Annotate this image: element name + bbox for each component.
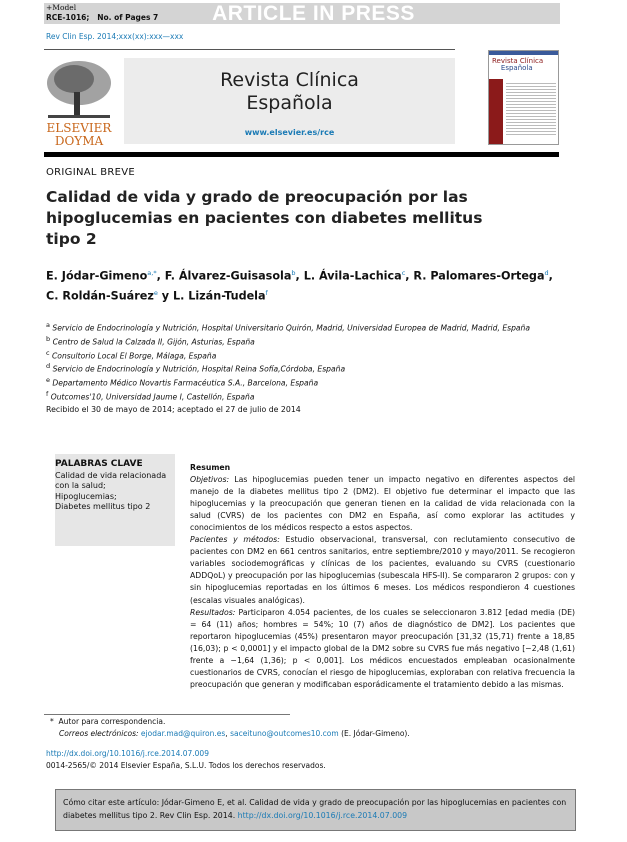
keyword: Diabetes mellitus tipo 2 [55,502,151,511]
affiliation [46,320,586,334]
author-name: L. Lizán-Tudela [172,289,266,303]
author-name: R. Palomares-Ortega [413,269,545,283]
author-affiliation-mark[interactable]: e [153,288,158,297]
author-affiliation-mark[interactable]: d [544,269,549,277]
affiliations [46,320,586,403]
affiliation [46,348,586,362]
affiliation-text: Servicio de Endocrinología y Nutrición, Hospital Reina Sofía,Córdoba, España [52,365,346,375]
header-rule [44,152,559,157]
author-name: E. Jódar-Gimeno [46,269,148,283]
author-name: C. Roldán-Suárez [46,289,154,303]
elsevier-logo [44,57,114,147]
journal-url[interactable]: www.elsevier.es/rce [244,128,335,137]
abstract-section: Objetivos: Las hipoglucemias pueden tener un impacto negativo en diferentes aspectos del manejo de la diabetes mellitus tipo 2 (DM2). El objetivo fue determinar el impacto que las hipoglucemias y la preocupación que generan tienen en la calidad de vida relacionada con la salud (CVRS) de los pacientes con DM2 en España, así como explorar las actitudes y conocimientos de los médicos respecto a estos aspectos. [190,475,575,533]
affiliation-text: Servicio de Endocrinología y Nutrición, Hospital Universitario Quirón, Madrid, Universidad Europea de Madrid, Madrid, España [52,323,531,333]
affiliation-key: c [46,348,50,357]
affiliation-text: Centro de Salud la Calzada II, Gijón, Asturias, España [52,337,255,347]
journal-name-1: Revista Clínica [220,69,359,91]
author-name: F. Álvarez-Guisasola [164,269,292,283]
doi-block [46,748,326,772]
affiliation-key: b [46,334,51,343]
page-count: No. of Pages 7 [97,13,159,22]
author-name: L. Ávila-Lachica [303,269,402,283]
affiliation-key: d [46,362,51,371]
received-dates: Recibido el 30 de mayo de 2014; aceptado el 27 de julio de 2014 [46,405,301,414]
journal-cover-thumbnail [488,50,559,145]
affiliation-text: Departamento Médico Novartis Farmacéutica S.A., Barcelona, España [52,378,319,388]
author-affiliation-mark[interactable]: c [401,269,406,277]
abstract-section: Resultados: Participaron 4.054 pacientes, de los cuales se seleccionaron 3.812 [edad media (DE) = 64 (11) años; hombres = 54%; 10 (7) años de diagnóstico de DM2]. Los pacientes que reportaron hipoglucemias (45%) presentaron mayor preocupación [31,32 (15,71) frente a 18,85 (16,03); p < 0,0001] y el impacto global de la DM2 sobre su CVRS fue más negativo [−2,48 (1,61) frente a −1,64 (1,36); p < 0,001]. Los médicos encuestados empleaban ocasionalmente cuestionarios de CVRS, conocían el riesgo de hipoglucemias, exploraban con relativa frecuencia la preocupación que generan y modificaban esporádicamente el tratamiento debido a las mismas. [190,607,575,689]
cover-title-2: Española [500,64,533,72]
footnote-divider [44,714,290,715]
citation-box: Cómo citar este artículo: Jódar-Gimeno E, et al. Calidad de vida y grado de preocupación por las hipoglucemias en pacientes con diabetes mellitus tipo 2. Rev Clin Esp. 2014. http://dx.doi.org/10.1016/j.rce.2014.07.009 [55,789,576,831]
author-list: E. Jódar-Gimeno$^{a,*}$, F. Álvarez-Guisasola$^b$, L. Ávila-Lachica$^c$, R. Palomares-Ortega$^d$, C. Roldán-Suárez$^e$ y L. Lizán-Tudela$^f$ [46,269,553,303]
citation-doi-link[interactable]: http://dx.doi.org/10.1016/j.rce.2014.07.009 [237,810,408,820]
affiliation-key: f [46,390,49,399]
logo-text-2: DOYMA [54,134,104,147]
doi-link[interactable]: http://dx.doi.org/10.1016/j.rce.2014.07.009 [46,749,209,758]
article-title: Calidad de vida y grado de preocupación por las hipoglucemias en pacientes con diabetes mellitus tipo 2 [46,188,483,248]
affiliation [46,334,586,348]
article-type: ORIGINAL BREVE [46,167,136,178]
email-link[interactable]: saceituno@outcomes10.com [230,729,339,738]
ref-id: RCE-1016; [46,13,90,22]
author-affiliation-mark[interactable]: b [291,269,296,277]
keywords-box [55,454,175,546]
footnote: * Autor para correspondencia. Correos electrónicos: ejodar.mad@quiron.es, saceituno@outcomes10.com (E. Jódar-Gimeno). [50,717,410,738]
email-link[interactable]: ejodar.mad@quiron.es [140,729,226,738]
banner-text: ARTICLE IN PRESS [212,2,415,25]
journal-name-2: Española [246,92,333,114]
logo-text-1: ELSEVIER [46,121,112,135]
affiliation-key: a [46,321,50,329]
author-affiliation-mark[interactable]: a,* [147,269,157,277]
abstract [190,462,575,691]
keywords-heading: PALABRAS CLAVE [55,459,143,469]
cover-title-1: Revista Clínica [492,57,544,65]
divider [44,49,455,50]
affiliation-text: Consultorio Local El Borge, Málaga, España [52,351,217,361]
affiliation-text: Outcomes'10, Universidad Jaume I, Castellón, España [50,392,255,402]
abstract-section: Pacientes y métodos: Estudio observacional, transversal, con reclutamiento consecutivo de pacientes con DM2 en 661 centros sanitarios, entre septiembre/2010 y mayo/2011. Se recogieron variables sociodemográficas y clínicas de los pacientes, evaluando su CVRS (cuestionario ADDQoL) y preocupación por las hipoglucemias (subescala HFS-II). Se compararon 2 grupos: con y sin hipoglucemias reportadas en los últimos 6 meses. Los médicos respondieron 4 cuestiones (escalas visuales analógicas). [190,535,575,605]
abstract-heading: Resumen [190,463,231,472]
affiliation [46,389,586,403]
journal-citation-line: Rev Clin Esp. 2014;xxx(xx):xxx—xxx [46,32,184,41]
affiliation [46,375,586,389]
affiliation-key: e [46,376,50,385]
keyword: Hipoglucemias; [55,491,117,501]
affiliation [46,361,586,375]
author-affiliation-mark[interactable]: f [265,288,268,297]
model-label: +Model [46,3,77,12]
journal-masthead [124,58,455,144]
keyword: Calidad de vida relacionada con la salud; [55,470,167,490]
copyright: 0014-2565/© 2014 Elsevier España, S.L.U. Todos los derechos reservados. [46,761,326,770]
